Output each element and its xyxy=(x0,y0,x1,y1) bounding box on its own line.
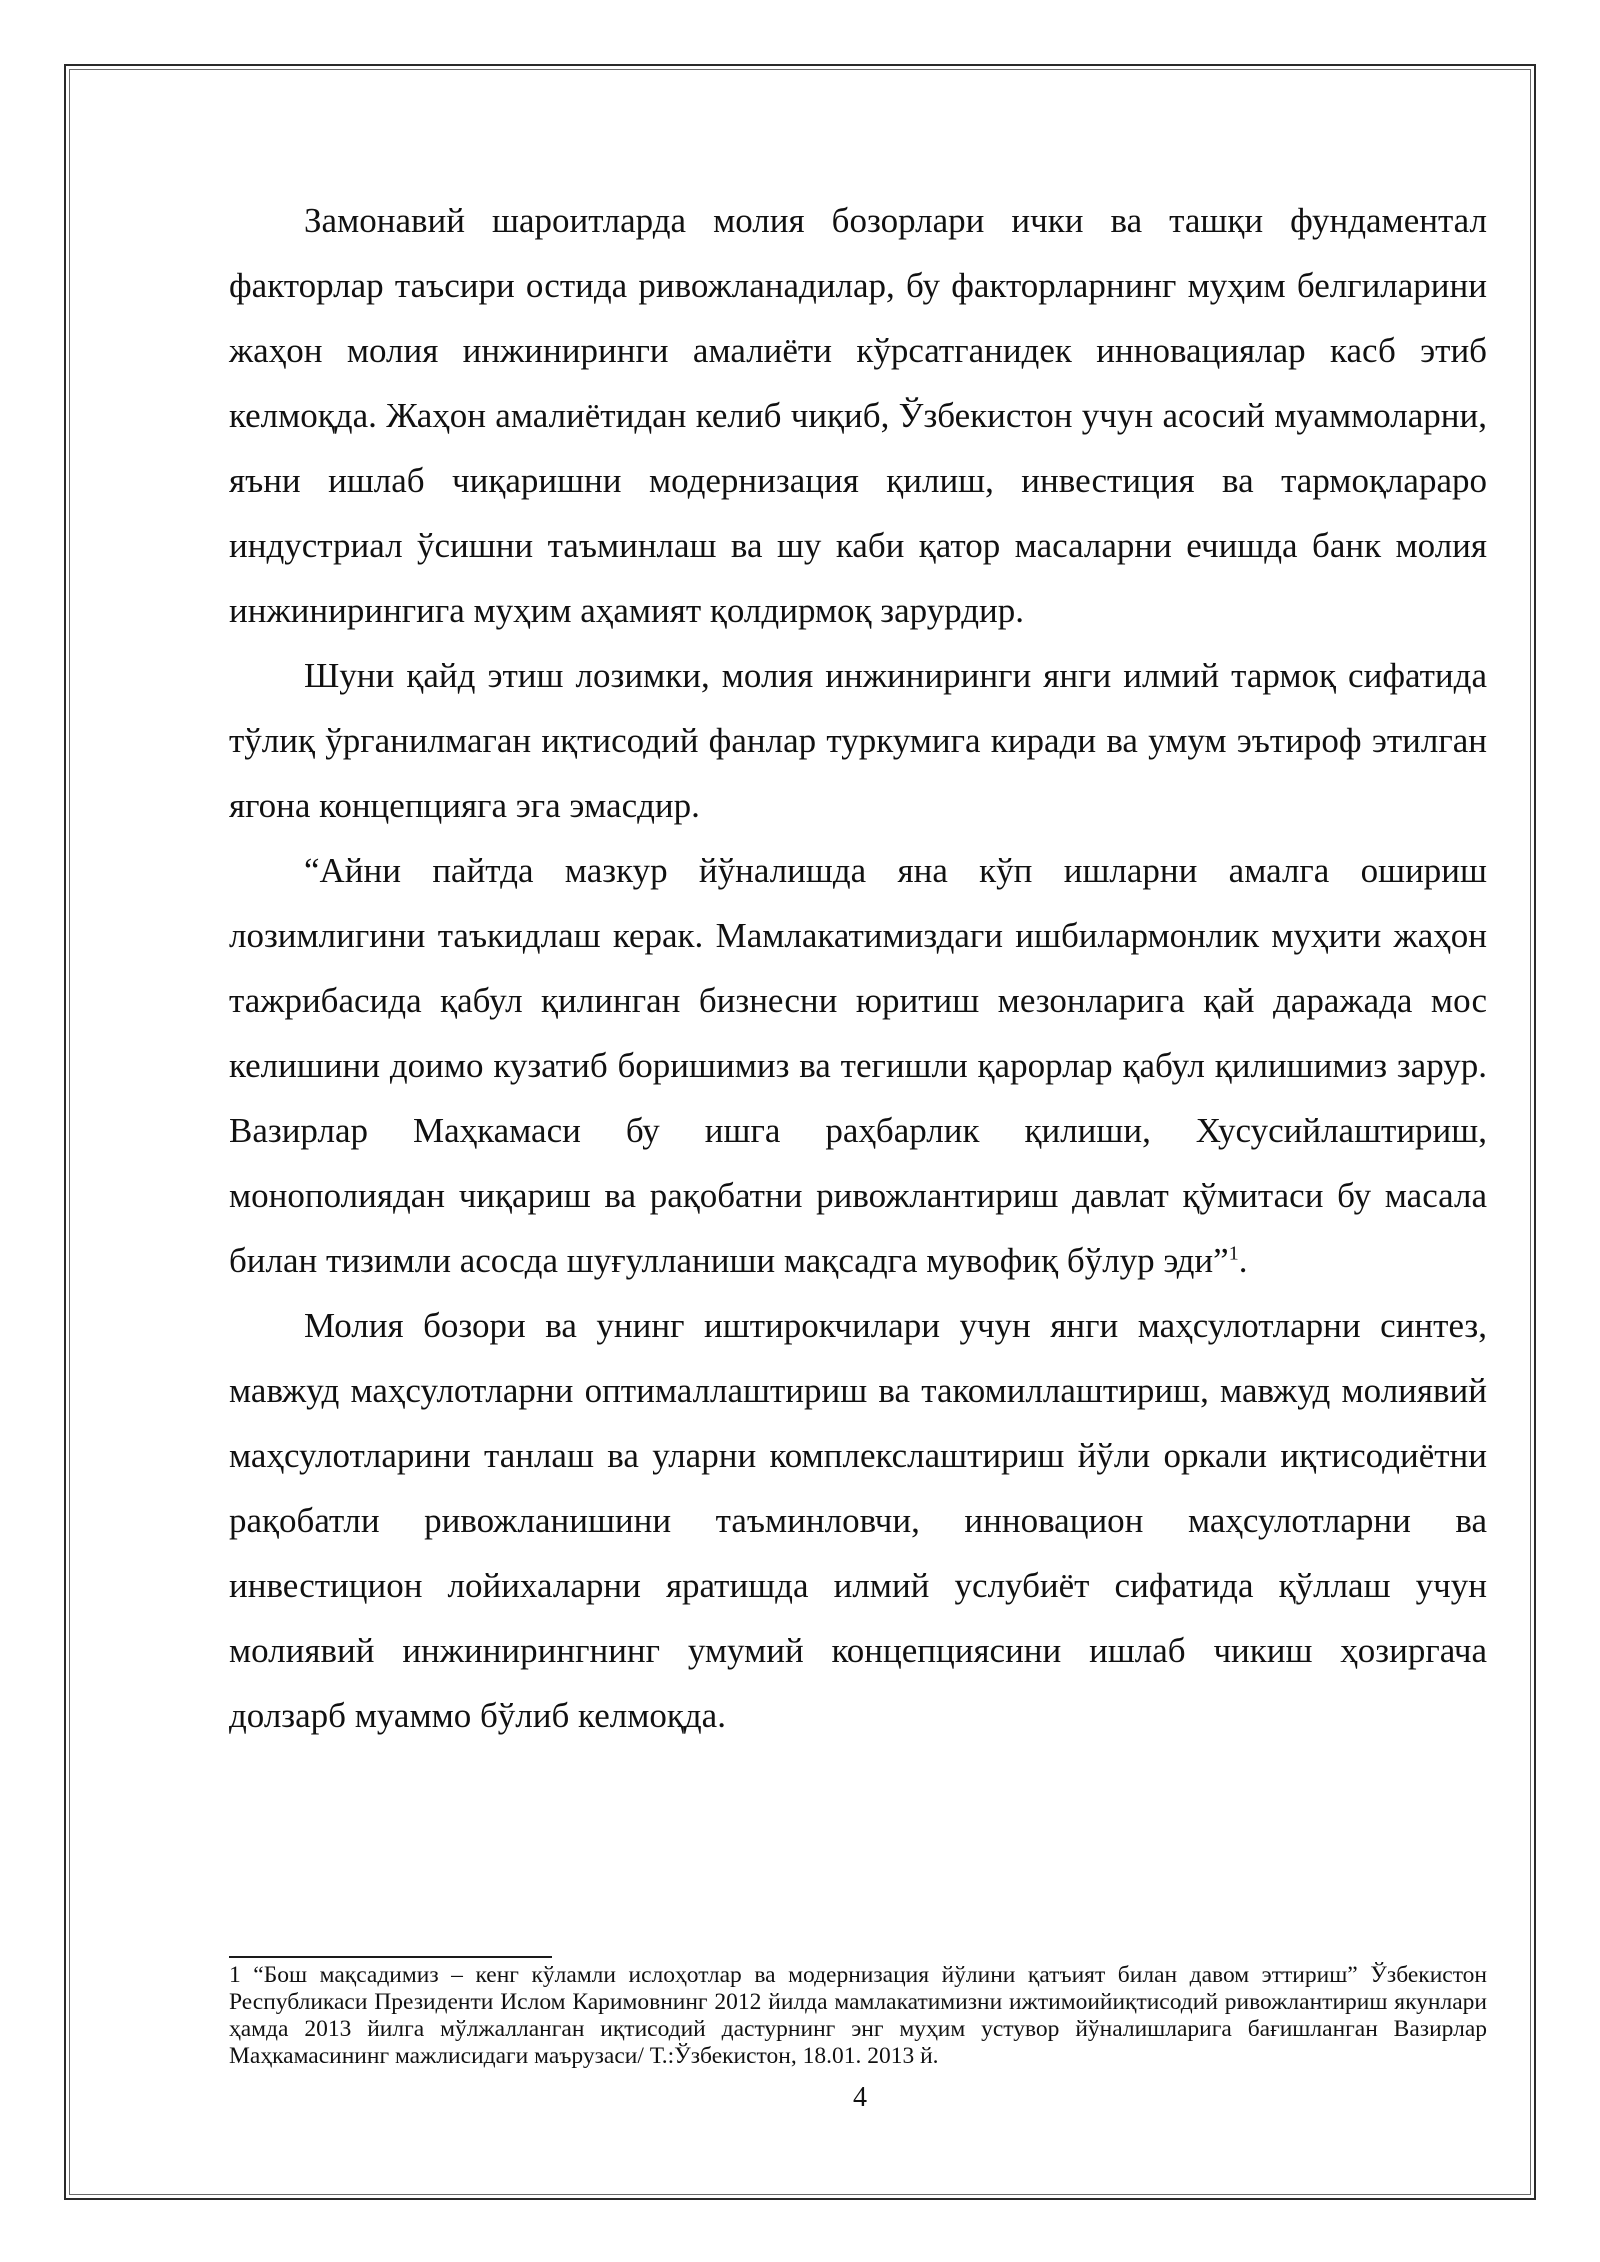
paragraph-4: Молия бозори ва унинг иштирокчилари учун янги маҳсулотларни синтез, мавжуд маҳсулотларни оптималлаштириш ва такомиллаштириш, мавжуд молиявий маҳсулотларини танлаш ва уларни комплекслаштириш йўли оркали иқтисодиётни рақобатли ривожланишини таъминловчи, инновацион маҳсулотларни ва инвестицион лойихаларни яратишда илмий услубиёт сифатида қўллаш учун молиявий инжинирингнинг умумий концепциясини ишлаб чикиш ҳозиргача долзарб муаммо бўлиб келмоқда. xyxy=(229,1306,1487,1735)
footnote-reference[interactable]: 1 xyxy=(1228,1242,1239,1265)
quote-end-punctuation: . xyxy=(1238,1241,1248,1280)
document-body xyxy=(229,188,1487,1748)
footnote-separator xyxy=(229,1956,552,1958)
paragraph-3-quote xyxy=(229,838,1487,1293)
paragraph-1: Замонавий шароитларда молия бозорлари ички ва ташқи фундаментал факторлар таъсири остида ривожланадилар, бу факторларнинг муҳим белгиларини жаҳон молия инжиниринги амалиёти кўрсатганидек инновациялар касб этиб келмоқда. Жаҳон амалиётидан келиб чиқиб, Ўзбекистон учун асосий муаммоларни, яъни ишлаб чиқаришни модернизация қилиш, инвестиция ва тармоқлараро индустриал ўсишни таъминлаш ва шу каби қатор масаларни ечишда банк молия инжинирингига муҳим аҳамият қолдирмоқ зарурдир. xyxy=(229,201,1487,630)
quote-text: “Айни пайтда мазкур йўналишда яна кўп ишларни амалга ошириш лозимлигини таъкидлаш керак. Мамлакатимиздаги ишбилармонлик муҳити жаҳон тажрибасида қабул қилинган бизнесни юритиш мезонларига қай даражада мос келишини доимо кузатиб боришимиз ва тегишли қарорлар қабул қилишимиз зарур. Вазирлар Маҳкамаси бу ишга раҳбарлик қилиши, Хусусийлаштириш, монополиядан чиқариш ва рақобатни ривожлантириш давлат қўмитаси бу масала билан тизимли асосда шуғулланиши мақсадга мувофиқ бўлур эди” xyxy=(229,851,1487,1280)
page-number: 4 xyxy=(853,2082,867,2113)
paragraph-2: Шуни қайд этиш лозимки, молия инжиниринги янги илмий тармоқ сифатида тўлиқ ўрганилмаган иқтисодий фанлар туркумига киради ва умум эътироф этилган ягона концепцияга эга эмасдир. xyxy=(229,656,1487,825)
footnote-text: 1 “Бош мақсадимиз – кенг кўламли ислоҳотлар ва модернизация йўлини қатъият билан давом эттириш” Ўзбекистон Республикаси Президенти Ислом Каримовнинг 2012 йилда мамлакатимизни ижтимоийиқтисодий ривожлантириш якунлари ҳамда 2013 йилга мўлжалланган иқтисодий дастурнинг энг муҳим устувор йўналишларига бағишланган Вазирлар Маҳкамасининг мажлисидаги маърузаси/ Т.:Ўзбекистон, 18.01. 2013 й. xyxy=(229,1962,1487,2069)
